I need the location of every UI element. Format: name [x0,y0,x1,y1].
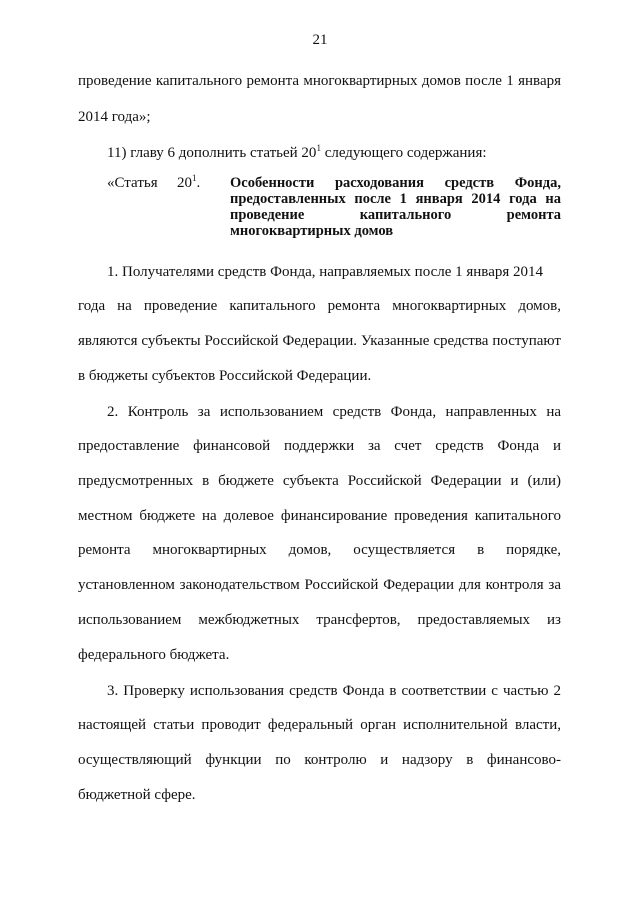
article-title [230,175,561,239]
text-line: федерального бюджета. [78,647,230,663]
article-title-line: многоквартирных домов [230,223,394,239]
page-number: 21 [312,32,328,48]
article-number-sup: 1 [192,173,197,183]
text-line: использованием межбюджетных трансфертов, предоставляемых из [78,612,561,628]
text-line: установленном законодательством Российской Федерации для контроля за [78,577,561,593]
text-line: настоящей статьи проводит федеральный орган исполнительной власти, [78,717,561,733]
article-word: «Статья [107,175,158,191]
superscript: 1 [316,143,321,153]
text-line: 2. Контроль за использованием средств Фонда, направленных на [107,404,561,420]
article-title-line: Особенности расходования средств Фонда, [230,175,561,191]
text-line: предусмотренных в бюджете субъекта Российской Федерации и (или) [78,473,561,489]
article-number [177,175,200,192]
article-heading [78,175,561,247]
text-line [107,144,487,162]
text-line: ремонта многоквартирных домов, осуществляется в порядке, [78,542,561,558]
text-line: 2014 года»; [78,109,151,125]
article-title-line: предоставленных после 1 января 2014 года на [230,191,561,207]
article-number-main: 20 [177,175,192,191]
text-line: 3. Проверку использования средств Фонда в соответствии с частью 2 [107,683,561,699]
text-line: 1. Получателями средств Фонда, направляемых после 1 января 2014 [107,264,544,280]
text-line: проведение капитального ремонта многоквартирных домов после 1 января [78,73,561,89]
text-line: являются субъекты Российской Федерации. Указанные средства поступают [78,333,561,349]
text-line: в бюджеты субъектов Российской Федерации. [78,368,372,384]
text-fragment: следующего содержания: [320,145,487,161]
text-line: осуществляющий функции по контролю и надзору в финансово- [78,752,561,768]
text-line: местном бюджете на долевое финансирование проведения капитального [78,508,561,524]
text-line: года на проведение капитального ремонта многоквартирных домов, [78,298,561,314]
text-fragment: 11) главу 6 дополнить статьей 20 [107,145,317,161]
text-line: предоставление финансовой поддержки за счет средств Фонда и [78,438,561,454]
text-line: бюджетной сфере. [78,787,196,803]
article-title-line: проведение капитального ремонта [230,207,561,223]
article-number-dot: . [196,175,201,191]
